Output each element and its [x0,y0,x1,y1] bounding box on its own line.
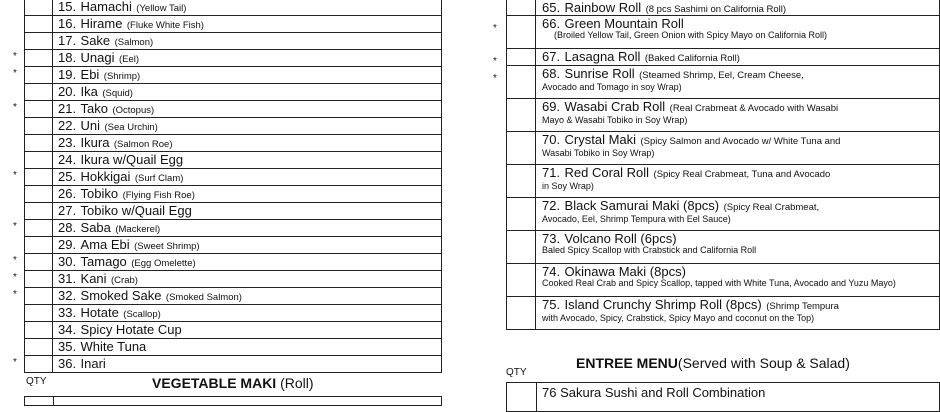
menu-item-description: (Crab) [111,275,138,286]
qty-box[interactable] [25,203,53,219]
asterisk-mark: * [493,73,497,84]
menu-item-text [58,135,437,153]
qty-box[interactable] [25,237,53,253]
menu-item-description: (Octopus) [112,105,155,116]
menu-item-description: (Steamed Shrimp, Eel, Cream Cheese, [639,70,804,81]
menu-item-text [58,322,437,338]
asterisk-mark: * [13,102,17,113]
qty-box[interactable] [507,383,537,411]
menu-item-row [506,231,940,264]
menu-item-number: 71. [542,165,561,180]
menu-item-text [58,237,437,255]
menu-item-text [542,265,935,289]
asterisk-mark: * [13,272,17,283]
menu-item-name: Saba [80,220,111,235]
menu-item-name: Ikura w/Quail Egg [80,152,184,167]
qty-box[interactable] [507,264,536,296]
menu-item-description: (Sea Urchin) [104,122,158,133]
menu-item-text [542,17,935,41]
menu-item-name: Uni [80,118,101,133]
menu-item-text [58,305,437,323]
asterisk-mark: * [13,170,17,181]
entree-menu-subtitle: (Served with Soup & Salad) [677,355,850,371]
menu-item-text [542,67,935,93]
qty-box[interactable] [25,288,53,304]
menu-item-description: (Salmon) [114,37,154,48]
menu-item-name: Wasabi Crab Roll [564,99,666,114]
menu-item-number: 75. [542,297,561,312]
menu-item-row [13,169,442,186]
qty-box[interactable] [507,99,536,131]
qty-box[interactable] [25,220,53,236]
qty-label-vegetable: QTY [26,376,47,387]
entree-menu-table [506,382,940,412]
menu-item-description: (Egg Omelette) [131,258,196,269]
menu-item-description: (Sweet Shrimp) [134,241,200,252]
qty-label-entree: QTY [506,367,527,378]
menu-item-number: 35. [58,339,77,354]
qty-box[interactable] [25,118,53,134]
menu-item-name: Smoked Sake [80,288,162,303]
menu-item-number: 15. [58,0,77,14]
asterisk-mark: * [13,68,17,79]
menu-item-number: 23. [58,135,77,150]
nigiri-sushi-table [13,0,442,373]
menu-item-description: (Scallop) [123,309,161,320]
menu-item-name: Ama Ebi [80,237,130,252]
qty-box[interactable] [25,67,53,83]
menu-item-text [542,1,935,16]
menu-item-number: 24. [58,152,77,167]
menu-item-number: 66. [542,16,561,31]
menu-item-row [24,33,442,50]
menu-item-description: (Baked California Roll) [644,53,740,64]
menu-item-description-line2: with Avocado, Spicy, Crabstick, Spicy Mayo and coconut on the Top) [542,313,815,323]
qty-box[interactable] [25,271,53,287]
asterisk-mark: * [493,23,497,34]
menu-item-name: Lasagna Roll [564,49,641,64]
menu-item-number: 36. [58,356,77,371]
menu-item-text [58,67,437,85]
menu-item-row [24,118,442,135]
menu-item-text [58,84,437,102]
asterisk-mark: * [13,255,17,266]
menu-item-number: 70. [542,132,561,147]
menu-item-name: Sunrise Roll [564,66,635,81]
qty-box[interactable] [507,16,536,48]
menu-item-name: Hamachi [80,0,132,14]
menu-item-number: 69. [542,99,561,114]
entree-item-76: 76 Sakura Sushi and Roll Combination [542,385,766,400]
menu-item-description: (Shrimp) [103,71,141,82]
qty-box[interactable] [507,132,536,164]
menu-item-description: (Shrimp Tempura [766,301,839,312]
menu-item-row [24,322,442,339]
qty-box[interactable] [25,152,53,168]
menu-item-number: 74. [542,264,561,279]
menu-item-number: 68. [542,66,561,81]
menu-item-row [24,0,442,16]
menu-item-description: (Spicy Salmon and Avocado w/ White Tuna and [640,136,841,147]
menu-item-row [24,16,442,33]
qty-box[interactable] [25,0,53,15]
menu-item-row [506,99,940,132]
menu-item-name: Black Samurai Maki (8pcs) [564,198,720,213]
menu-item-name: Tobiko [80,186,119,201]
menu-item-text [58,203,437,219]
menu-item-row [13,220,442,237]
asterisk-mark: * [13,289,17,300]
menu-item-name: Tako [80,101,108,116]
menu-item-row [506,198,940,231]
menu-item-number: 33. [58,305,77,320]
asterisk-mark: * [13,221,17,232]
qty-box[interactable] [25,322,53,338]
menu-item-row [13,271,442,288]
qty-box[interactable] [25,50,53,66]
menu-item-name: Red Coral Roll [564,165,650,180]
menu-item-row [13,50,442,67]
menu-item-name: Hotate [80,305,119,320]
entree-menu-title: ENTREE MENU [576,355,678,371]
menu-item-text [542,232,935,256]
menu-item-row [493,49,940,67]
menu-item-name: Ika [80,84,98,99]
menu-item-description: (Real Crabmeat & Avocado with Wasabi [669,103,839,114]
menu-item-description-line2: Cooked Real Crab and Spicy Scallop, tapped with White Tuna, Avocado and Yuzu Mayo) [542,278,896,288]
menu-item-text [58,101,437,119]
menu-item-description: (Spicy Real Crabmeat, [723,202,820,213]
menu-item-description: (Smoked Salmon) [165,292,242,303]
menu-item-number: 17. [58,33,77,48]
menu-item-description-line2: Baled Spicy Scallop with Crabstick and California Roll [542,245,757,255]
menu-item-number: 21. [58,101,77,116]
menu-item-text [542,166,935,192]
menu-item-number: 25. [58,169,77,184]
menu-item-text [58,169,437,187]
menu-item-number: 34. [58,322,77,337]
menu-item-text [542,100,935,126]
menu-item-text [542,50,935,65]
menu-item-row [24,186,442,203]
menu-item-row [24,84,442,101]
qty-box[interactable] [507,49,536,65]
menu-item-name: Island Crunchy Shrimp Roll (8pcs) [564,297,762,312]
menu-item-row [24,203,442,220]
menu-item-text [58,288,437,306]
menu-item-name: Ebi [80,67,100,82]
menu-item-description-line2: Mayo & Wasabi Tobiko in Soy Wrap) [542,115,688,125]
menu-item-name: Tamago [80,254,127,269]
menu-item-text [58,254,437,272]
menu-item-number: 16. [58,16,77,31]
menu-item-row [24,152,442,169]
qty-box[interactable] [507,66,536,98]
menu-item-name: Rainbow Roll [564,0,642,15]
menu-item-text [542,133,935,159]
menu-item-description: (Spicy Real Crabmeat, Tuna and Avocado [653,169,831,180]
vegetable-maki-subtitle: (Roll) [280,375,314,391]
qty-box[interactable] [25,254,53,270]
menu-item-row [24,339,442,356]
qty-box[interactable] [25,356,53,372]
menu-item-row [24,135,442,152]
menu-item-description-line2: Avocado, Eel, Shrimp Tempura with Eel Sauce) [542,214,731,224]
menu-item-name: Volcano Roll (6pcs) [564,231,677,246]
menu-item-description: (Mackerel) [115,224,161,235]
menu-item-name: Spicy Hotate Cup [80,322,182,337]
menu-item-description-line2: Wasabi Tobiko in Soy Wrap) [542,148,655,158]
menu-item-text [58,186,437,204]
menu-item-text [58,220,437,238]
menu-item-number: 31. [58,271,77,286]
special-rolls-table [493,0,940,330]
qty-box[interactable] [507,165,536,197]
qty-box[interactable] [507,0,536,15]
asterisk-mark: * [13,357,17,368]
menu-item-number: 30. [58,254,77,269]
menu-item-name: Okinawa Maki (8pcs) [564,264,686,279]
qty-box[interactable] [25,305,53,321]
qty-box[interactable] [507,297,536,329]
menu-item-number: 20. [58,84,77,99]
qty-box[interactable] [25,33,53,49]
menu-item-row [493,16,940,49]
menu-item-text [58,271,437,289]
menu-item-row [24,305,442,322]
menu-item-number: 26. [58,186,77,201]
menu-item-description: (8 pcs Sashimi on California Roll) [645,4,787,15]
qty-box[interactable] [25,84,53,100]
menu-item-row [506,132,940,165]
menu-item-row [13,356,442,373]
menu-item-description: (Surf Clam) [134,173,184,184]
menu-item-row [13,254,442,271]
menu-item-description-line2: in Soy Wrap) [542,181,594,191]
qty-box[interactable] [25,186,53,202]
menu-item-text [542,298,935,324]
menu-item-number: 22. [58,118,77,133]
menu-item-number: 73. [542,231,561,246]
asterisk-mark: * [493,56,497,67]
qty-box[interactable] [507,231,536,263]
menu-item-text [58,0,437,17]
menu-item-name: Tobiko w/Quail Egg [80,203,192,218]
vegetable-maki-title: VEGETABLE MAKI [152,375,277,391]
menu-item-row [13,288,442,305]
menu-item-row [506,165,940,198]
menu-item-text [542,199,935,225]
menu-item-row [13,101,442,118]
menu-item-name: Hokkigai [80,169,131,184]
menu-item-number: 32. [58,288,77,303]
entree-menu-heading [576,355,850,371]
menu-item-text [58,356,437,372]
menu-item-name: Ikura [80,135,110,150]
menu-item-number: 67. [542,49,561,64]
qty-box[interactable] [25,135,53,151]
menu-item-name: Unagi [80,50,115,65]
menu-item-description-line2: Avocado and Tomago in soy Wrap) [542,82,682,92]
qty-box[interactable] [25,339,53,355]
menu-item-name: Crystal Maki [564,132,637,147]
menu-item-number: 18. [58,50,77,65]
menu-item-row [493,66,940,99]
menu-item-name: Kani [80,271,107,286]
menu-item-row [24,237,442,254]
menu-item-description: (Eel) [118,54,140,65]
menu-item-number: 72. [542,198,561,213]
menu-item-description: (Salmon Roe) [113,139,173,150]
menu-item-row [506,0,940,16]
menu-item-row [506,297,940,330]
vegetable-maki-table [24,396,442,406]
menu-item-description: (Flying Fish Roe) [122,190,195,201]
qty-box[interactable] [507,198,536,230]
menu-item-number: 28. [58,220,77,235]
menu-item-text [58,50,437,68]
menu-item-text [58,339,437,355]
menu-item-name: Hirame [80,16,123,31]
menu-item-number: 29. [58,237,77,252]
menu-item-name: Sake [80,33,111,48]
vegetable-maki-heading [152,375,314,391]
qty-box[interactable] [25,101,53,117]
qty-box[interactable] [25,169,53,185]
menu-item-text [58,118,437,136]
menu-item-description: (Yellow Tail) [136,3,187,14]
menu-item-number: 65. [542,0,561,15]
menu-item-name: White Tuna [80,339,147,354]
menu-item-text [58,152,437,168]
menu-item-name: Green Mountain Roll [564,16,684,31]
menu-item-description: (Fluke White Fish) [126,20,204,31]
menu-item-description-line2: (Broiled Yellow Tail, Green Onion with Spicy Mayo on California Roll) [554,30,827,40]
qty-box[interactable] [25,16,53,32]
asterisk-mark: * [13,51,17,62]
menu-item-number: 19. [58,67,77,82]
qty-box[interactable] [25,397,54,405]
menu-item-name: Inari [80,356,106,371]
menu-item-number: 27. [58,203,77,218]
menu-item-description: (Squid) [102,88,133,99]
menu-item-row [13,67,442,84]
menu-item-row [506,264,940,297]
